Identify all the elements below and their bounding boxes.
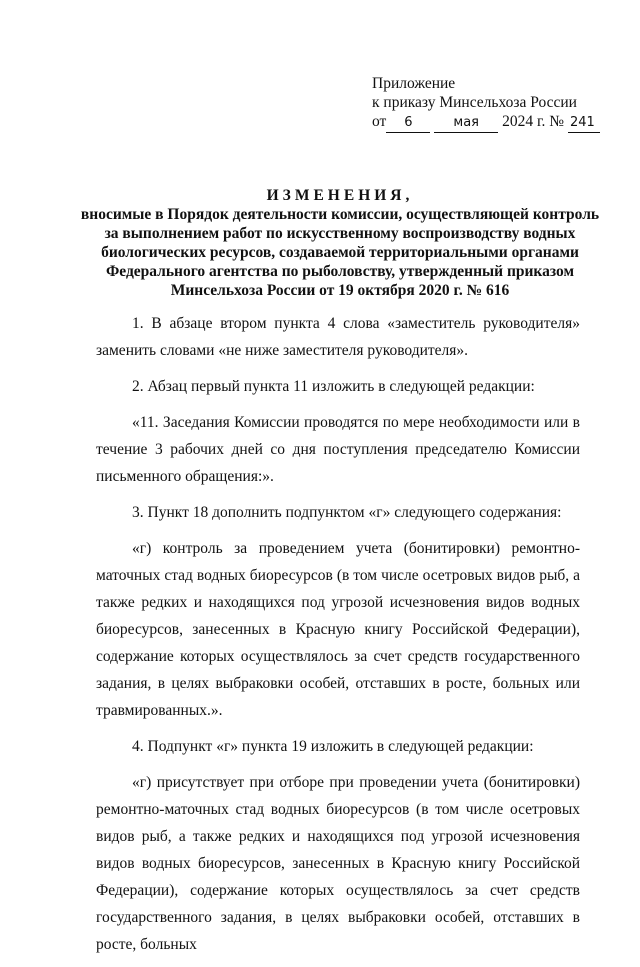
paragraph: «г) контроль за проведением учета (бонитировки) ремонтно-маточных стад водных биоресурсов (в том числе осетровых видов рыб, а также редких и находящихся под угрозой исчезновения видов водных биоресурсов, занесенных в Красную книгу Российской Федерации), содержание которых осуществлялось за счет средств государственного задания, в целях выбраковки особей, отставших в росте, больных или травмированных.». xyxy=(96,540,580,719)
date-prefix: от xyxy=(372,113,387,130)
document-title xyxy=(80,186,600,300)
title-subtitle: вносимые в Порядок деятельности комиссии, осуществляющей контроль за выполнением работ по искусственному воспроизводству водных биологических ресурсов, создаваемой территориальными органами Федерального агентства по рыболовству, утвержденный приказом Минсельхоза России от 19 октября 2020 г. № 616 xyxy=(80,206,600,299)
paragraph: 1. В абзаце втором пункта 4 слова «заместитель руководителя» заменить словами «не ниже заместителя руководителя». xyxy=(96,315,580,359)
date-year: 2024 г. № xyxy=(502,113,565,130)
appendix-order-ref: к приказу Минсельхоза России xyxy=(372,94,577,111)
document-body xyxy=(96,310,580,967)
order-number: 241 xyxy=(568,116,600,133)
date-day: 6 xyxy=(386,116,430,133)
date-month: мая xyxy=(434,116,498,133)
paragraph: «г) присутствует при отборе при проведении учета (бонитировки) ремонтно-маточных стад водных биоресурсов (в том числе осетровых видов рыб, а также редких и находящихся под угрозой исчезновения видов водных биоресурсов, занесенных в Красную книгу Российской Федерации), содержание которых осуществлялось за счет средств государственного задания, в целях выбраковки особей, отставших в росте, больных xyxy=(96,774,580,953)
paragraph: 3. Пункт 18 дополнить подпунктом «г» следующего содержания: xyxy=(132,504,562,521)
paragraph: 2. Абзац первый пункта 11 изложить в следующей редакции: xyxy=(132,378,535,395)
appendix-label: Приложение xyxy=(372,75,456,92)
paragraph: «11. Заседания Комиссии проводятся по мере необходимости или в течение 3 рабочих дней со дня поступления председателю Комиссии письменного обращения:». xyxy=(96,414,580,485)
appendix-date-line xyxy=(372,112,600,133)
appendix-block xyxy=(372,74,600,133)
paragraph: 4. Подпункт «г» пункта 19 изложить в следующей редакции: xyxy=(132,738,534,755)
title-heading: ИЗМЕНЕНИЯ, xyxy=(266,187,414,204)
